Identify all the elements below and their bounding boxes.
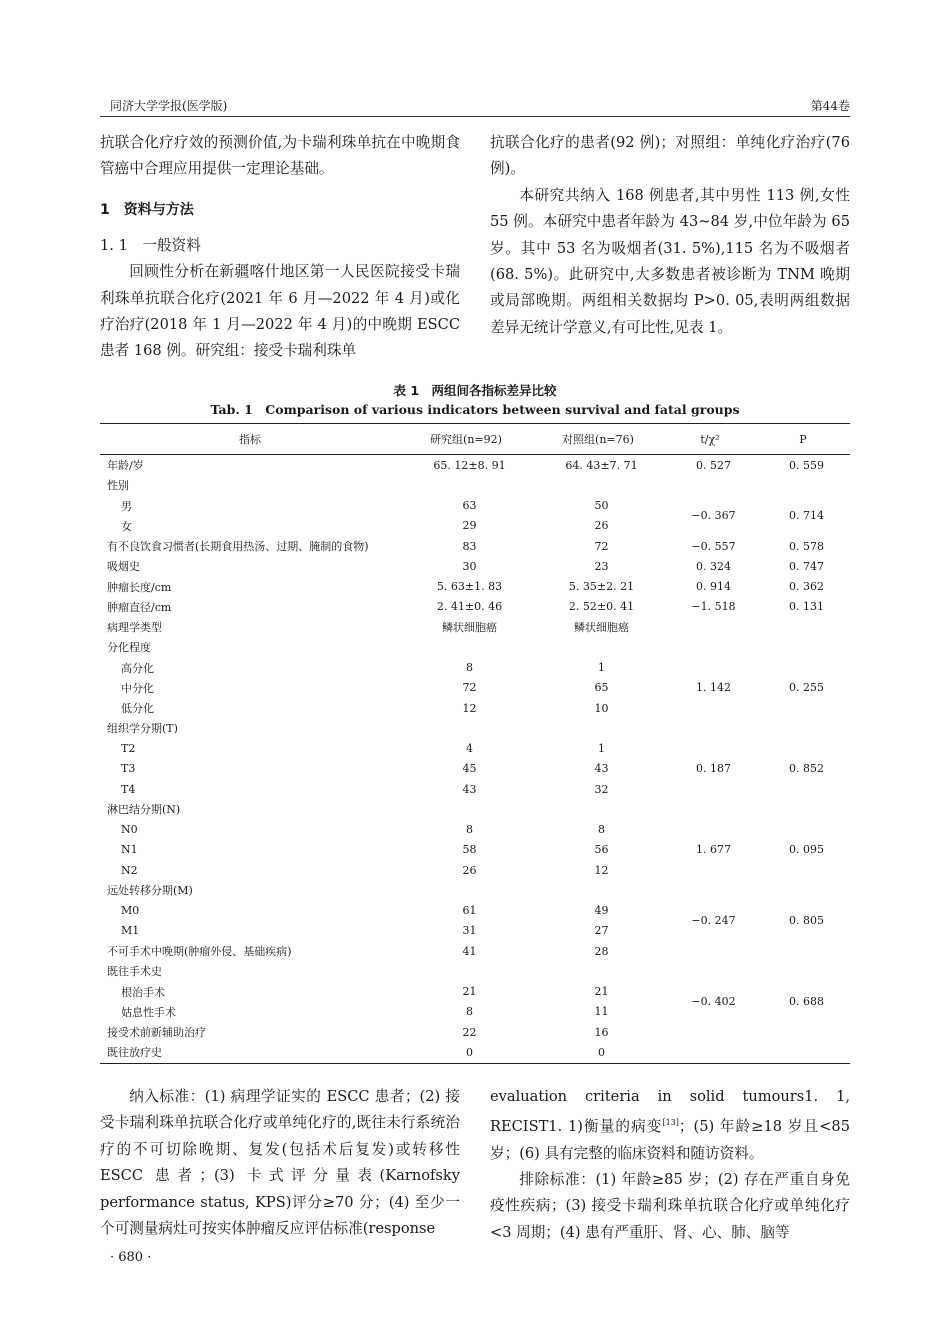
control-value: 11: [594, 1005, 609, 1019]
study-value: 4: [466, 742, 473, 756]
comparison-table: [100, 423, 850, 1064]
table-row: [100, 1042, 850, 1063]
control-value: 49: [594, 904, 609, 918]
subsection-heading: 1. 1 一般资料: [100, 236, 201, 254]
t-value: −0. 367: [691, 509, 736, 523]
row-label: 男: [121, 499, 132, 513]
header-p-value: P: [756, 424, 850, 455]
table-caption-en: Tab. 1 Comparison of various indicators between survival and fatal groups: [210, 402, 740, 417]
inclusion-criteria-paragraph: 纳入标准：(1) 病理学证实的 ESCC 患者；(2) 接受卡瑞利珠单抗联合化疗或单纯化疗的,既往未行系统治疗的不可切除晚期、复发(包括术后复发)或转移性 ESCC 患者；(3) 卡式评分量表(Karnofsky performance status, KPS)评分≥70 分；(4) 至少一个可测量病灶可按实体肿瘤反应评估标准(response: [100, 1088, 460, 1238]
study-value: 8: [466, 823, 473, 837]
control-value: 65: [594, 681, 609, 695]
t-value: −1. 518: [691, 600, 736, 614]
p-value: 0. 688: [789, 995, 824, 1009]
study-value: 58: [462, 843, 477, 857]
row-label: 接受术前新辅助治疗: [107, 1026, 206, 1040]
continued-paragraph: 抗联合化疗的患者(92 例)；对照组：单纯化疗治疗(76 例)。: [490, 134, 850, 178]
table-row: [100, 982, 850, 1002]
study-value: 8: [466, 661, 473, 675]
control-value: 26: [594, 519, 609, 533]
study-value: 8: [466, 1005, 473, 1019]
row-label: N0: [121, 823, 138, 837]
t-value: 1. 142: [696, 681, 731, 695]
row-label: 远处转移分期(M): [107, 884, 193, 898]
table-row: [100, 536, 850, 556]
table-row: [100, 820, 850, 840]
t-value: −0. 247: [691, 914, 736, 928]
t-value: −0. 402: [691, 995, 736, 1009]
control-value: 16: [594, 1025, 609, 1039]
study-value: 72: [462, 681, 477, 695]
exclusion-criteria-paragraph: 排除标准：(1) 年龄≥85 岁；(2) 存在严重自身免疫性疾病；(3) 接受卡瑞利珠单抗联合化疗或单纯化疗<3 周期；(4) 患有严重肝、肾、心、肺、脑等: [490, 1171, 850, 1241]
table-row: [100, 455, 850, 476]
control-value: 8: [598, 823, 605, 837]
table-caption-cn: 表 1 两组间各指标差异比较: [393, 383, 557, 398]
control-value: 27: [594, 924, 609, 938]
continued-paragraph: [490, 1084, 850, 1167]
row-label: 根治手术: [121, 985, 165, 999]
study-value: 2. 41±0. 46: [436, 600, 503, 614]
row-label: 不可手术中晚期(肿瘤外侵、基础疾病): [107, 945, 292, 959]
study-value: 45: [462, 762, 477, 776]
t-value: 0. 324: [696, 559, 731, 573]
study-value: 0: [400, 1042, 532, 1063]
table-row: [100, 718, 850, 738]
control-value: 64. 43±7. 71: [565, 458, 638, 472]
table-row: [100, 475, 850, 495]
control-value: 43: [594, 762, 609, 776]
control-value: 12: [594, 863, 609, 877]
t-value: 0. 914: [696, 580, 731, 594]
t-value: 0. 187: [696, 762, 731, 776]
table-row: [100, 901, 850, 921]
header-study-group: 研究组(n=92): [400, 424, 532, 455]
study-value: 41: [462, 944, 477, 958]
row-label: T2: [121, 742, 136, 756]
control-value: 鳞状细胞癌: [574, 621, 629, 635]
criteria-text-b: ；(5) 年龄≥18 岁且<85 岁；(6) 具有完整的临床资料和随访资料。: [490, 1118, 850, 1162]
page-number: · 680 ·: [110, 1250, 152, 1265]
row-label: M0: [121, 904, 140, 918]
row-label: 肿瘤直径/cm: [107, 600, 172, 614]
table-row: [100, 941, 850, 961]
continued-paragraph: 抗联合化疗疗效的预测价值,为卡瑞利珠单抗在中晚期食管癌中合理应用提供一定理论基础。: [100, 134, 460, 178]
control-value: 56: [594, 843, 609, 857]
p-value: 0. 095: [789, 843, 824, 857]
study-value: 22: [462, 1025, 477, 1039]
criteria-text-a: evaluation criteria in solid tumours1. 1, RECIST1. 1)衡量的病变: [490, 1088, 850, 1136]
study-value: 83: [462, 539, 477, 553]
row-label: 淋巴结分期(N): [107, 803, 181, 817]
t-value: 0. 527: [696, 458, 731, 472]
table-row: [100, 799, 850, 819]
row-label: 病理学类型: [107, 621, 162, 635]
p-value: 0. 805: [789, 914, 824, 928]
control-value: 1: [598, 742, 605, 756]
study-value: 43: [462, 782, 477, 796]
cohort-paragraph: 本研究共纳入 168 例患者,其中男性 113 例,女性 55 例。本研究中患者年龄为 43~84 岁,中位年龄为 65 岁。其中 53 名为吸烟者(31. 5%),115 名为不吸烟者(68. 5%)。此研究中,大多数患者被诊断为 TNM 晚期或局部晚期。两组相关数据均 P>0. 05,表明两组数据差异无统计学意义,有可比性,见表 1。: [490, 186, 850, 336]
section-heading: 1 资料与方法: [100, 201, 194, 218]
p-value: 0. 714: [789, 509, 824, 523]
table-row: [100, 961, 850, 981]
control-value: 10: [594, 701, 609, 715]
control-value: 28: [594, 944, 609, 958]
header-control-group: 对照组(n=76): [532, 424, 664, 455]
volume-label: 第44卷: [810, 99, 850, 113]
p-value: 0. 255: [789, 681, 824, 695]
study-value: 65. 12±8. 91: [433, 458, 506, 472]
study-value: 21: [462, 985, 477, 999]
t-value: 1. 677: [696, 843, 731, 857]
row-label: 年龄/岁: [107, 459, 144, 473]
row-label: 高分化: [121, 661, 154, 675]
p-value: 0. 362: [789, 580, 824, 594]
right-column-bottom: [490, 1084, 850, 1246]
header-rule: [100, 116, 850, 117]
control-value: 72: [594, 539, 609, 553]
row-label: M1: [121, 924, 140, 938]
row-label: 吸烟史: [107, 560, 140, 574]
p-value: 0. 559: [789, 458, 824, 472]
t-value: −0. 557: [691, 539, 736, 553]
table-row: [100, 556, 850, 576]
row-label: T3: [121, 762, 136, 776]
row-label: 有不良饮食习惯者(长期食用热汤、过期、腌制的食物): [107, 540, 369, 554]
p-value: 0. 747: [789, 559, 824, 573]
study-value: 61: [462, 904, 477, 918]
table-row: [100, 880, 850, 900]
row-label: 女: [121, 519, 132, 533]
row-label: 中分化: [121, 681, 154, 695]
control-value: 1: [598, 661, 605, 675]
row-label: 组织学分期(T): [107, 722, 178, 736]
control-value: 2. 52±0. 41: [568, 600, 635, 614]
table-row: [100, 617, 850, 637]
row-label: 低分化: [121, 702, 154, 716]
p-value: 0. 578: [789, 539, 824, 553]
p-value: 0. 852: [789, 762, 824, 776]
row-label: N1: [121, 843, 138, 857]
left-column-bottom: [100, 1084, 460, 1242]
row-label: 姑息性手术: [121, 1005, 176, 1019]
study-value: 29: [462, 519, 477, 533]
study-value: 31: [462, 924, 477, 938]
header-indicator: 指标: [100, 424, 400, 455]
header-test-statistic: t/χ²: [664, 424, 756, 455]
row-label: 既往放疗史: [100, 1042, 400, 1063]
table-row: [100, 1022, 850, 1042]
row-label: 分化程度: [107, 641, 151, 655]
study-value: 30: [462, 559, 477, 573]
citation-ref[interactable]: [13]: [662, 1118, 679, 1128]
study-value: 12: [462, 701, 477, 715]
journal-title: 同济大学学报(医学版): [110, 99, 228, 113]
control-value: 0: [532, 1042, 664, 1063]
study-value: 5. 63±1. 83: [436, 580, 503, 594]
control-value: 21: [594, 985, 609, 999]
control-value: 32: [594, 782, 609, 796]
row-label: 既往手术史: [107, 965, 162, 979]
row-label: T4: [121, 782, 136, 796]
table-row: [100, 637, 850, 657]
control-value: 50: [594, 499, 609, 513]
table-row: [100, 739, 850, 759]
row-label: 肿瘤长度/cm: [107, 580, 172, 594]
study-value: 26: [462, 863, 477, 877]
control-value: 23: [594, 559, 609, 573]
general-data-paragraph: 回顾性分析在新疆喀什地区第一人民医院接受卡瑞利珠单抗联合化疗(2021 年 6 月—2022 年 4 月)或化疗治疗(2018 年 1 月—2022 年 4 月)的中晚期 ESCC 患者 168 例。研究组：接受卡瑞利珠单: [100, 263, 460, 360]
table-row: [100, 658, 850, 678]
table-row: [100, 496, 850, 516]
row-label: N2: [121, 863, 138, 877]
table-header-row: [100, 424, 850, 455]
p-value: 0. 131: [789, 600, 824, 614]
table-row: [100, 597, 850, 617]
control-value: 5. 35±2. 21: [568, 580, 635, 594]
row-label: 性别: [107, 479, 129, 493]
left-column-top: [100, 130, 460, 365]
study-value: 鳞状细胞癌: [442, 621, 497, 635]
study-value: 63: [462, 499, 477, 513]
right-column-top: [490, 130, 850, 341]
table-row: [100, 577, 850, 597]
